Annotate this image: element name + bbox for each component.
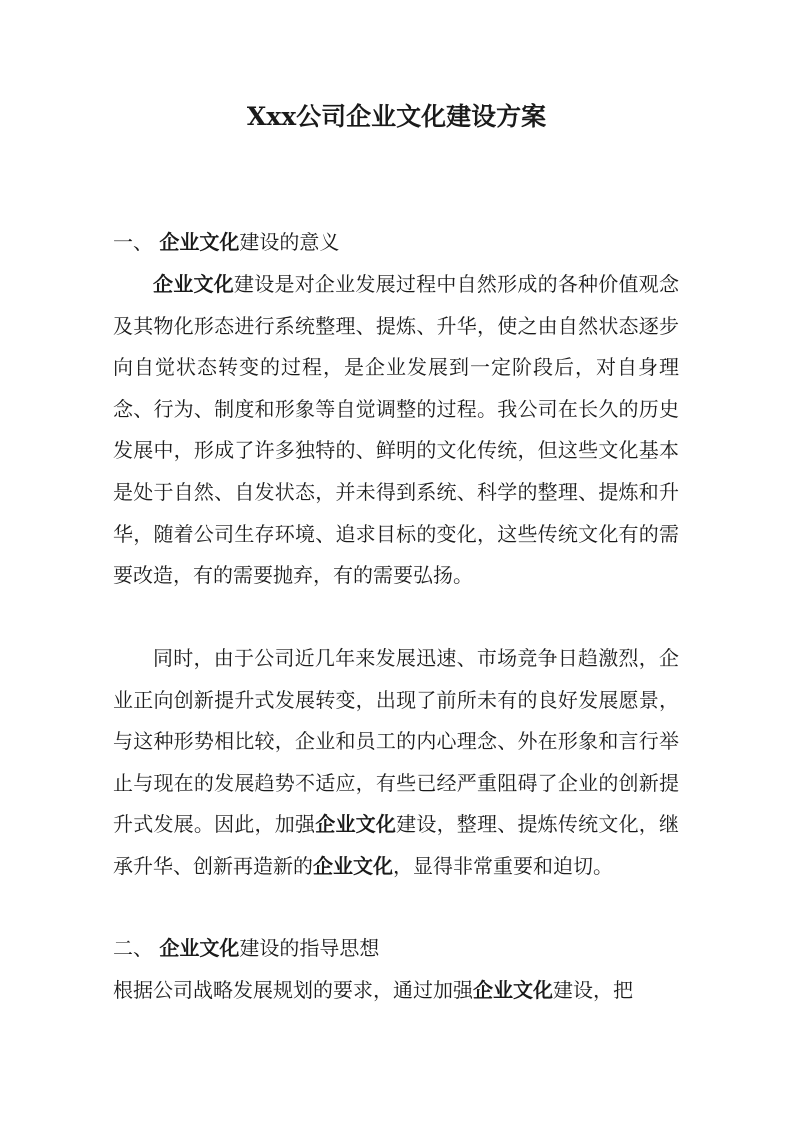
bold-term: 企业文化 — [473, 978, 553, 1002]
bold-term: 企业文化 — [159, 230, 240, 254]
section-heading-1 — [113, 222, 679, 264]
paragraph-text: 同时，由于公司近几年来发展迅速、市场竞争日趋激烈，企业正向创新提升式发展转变，出现了前所未有的良好发展愿景，与这种形势相比较，企业和员工的内心理念、外在形象和言行举止与现在的发展趋势不适应，有些已经严重阻碍了企业的创新提升式发展。因此，加强 — [113, 646, 679, 837]
bold-term: 企业文化 — [315, 812, 397, 837]
section-number: 一、 — [113, 230, 153, 254]
bold-term: 企业文化 — [153, 272, 234, 296]
paragraph-text: 建设，整理、提炼传统文化，继承升华、创新再造新的 — [113, 812, 680, 878]
paragraph-text: 建设，把 — [553, 978, 633, 1002]
section-heading-text: 建设的意义 — [239, 230, 340, 254]
paragraph-text: 建设是对企业发展过程中自然形成的各种价值观念及其物化形态进行系统整理、提炼、升华，使之由自然状态逐步向自觉状态转变的过程，是企业发展到一定阶段后，对自身理念、行为、制度和形象等自觉调整的过程。我公司在长久的历史发展中，形成了许多独特的、鲜明的文化传统，但这些文化基本是处于自然、自发状态，并未得到系统、科学的整理、提炼和升华，随着公司生存环境、追求目标的变化，这些传统文化有的需要改造，有的需要抛弃，有的需要弘扬。 — [113, 272, 680, 588]
paragraph-1 — [113, 264, 679, 597]
section-heading-2 — [113, 928, 679, 970]
bold-term: 企业文化 — [159, 936, 240, 960]
section-number: 二、 — [113, 936, 153, 960]
paragraph-3 — [113, 970, 679, 1012]
bold-term: 企业文化 — [313, 853, 393, 878]
paragraph-text: 根据公司战略发展规划的要求，通过加强 — [113, 978, 473, 1002]
section-heading-text: 建设的指导思想 — [239, 936, 380, 960]
page-title: Xxx公司企业文化建设方案 — [246, 102, 547, 131]
paragraph-text: ，显得非常重要和迫切。 — [393, 853, 613, 878]
paragraph-2 — [113, 638, 679, 888]
